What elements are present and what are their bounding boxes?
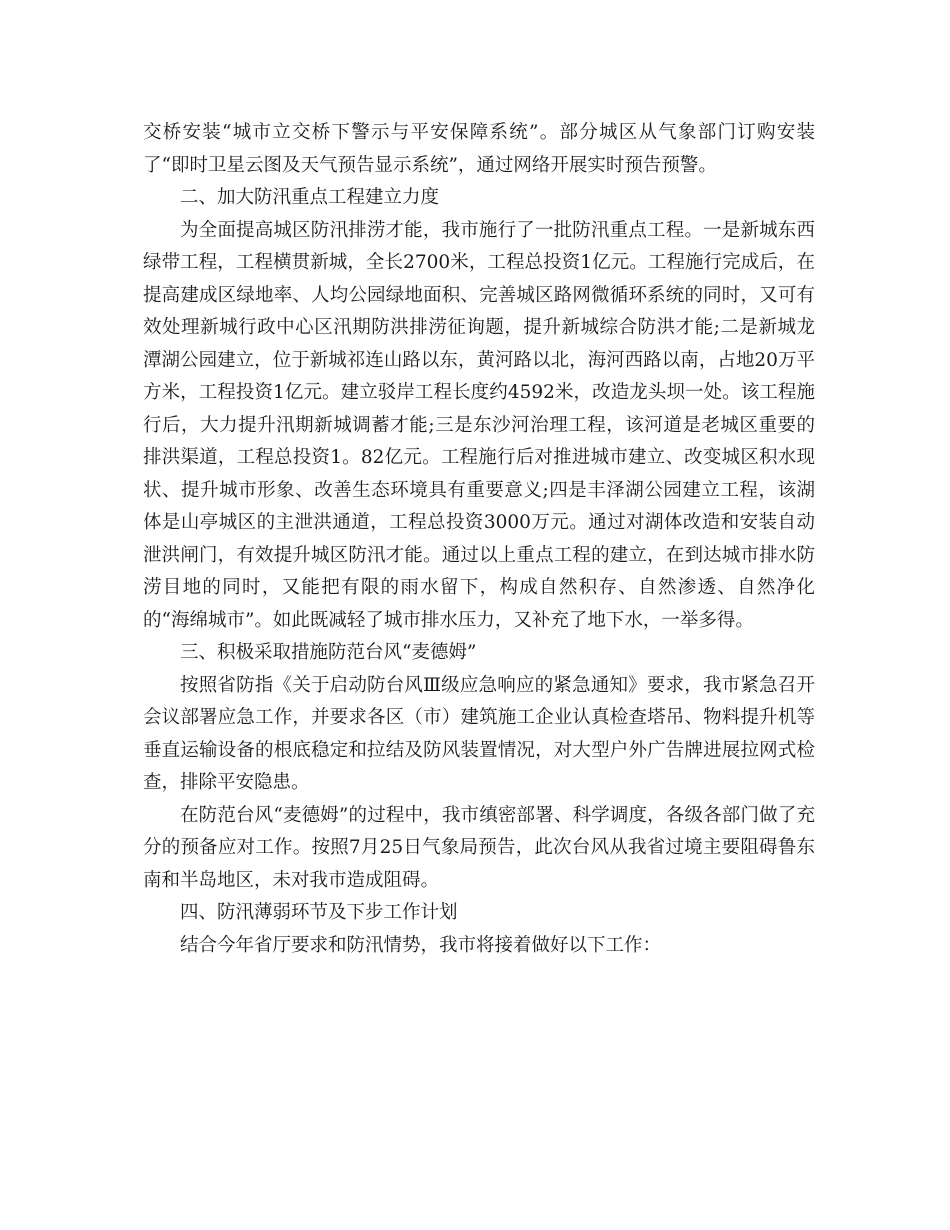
document-body	[143, 117, 815, 962]
section-heading-3: 三、积极采取措施防范台风“麦德姆”	[180, 642, 477, 663]
paragraph-typhoon-notice: 按照省防指《关于启动防台风Ⅲ级应急响应的紧急通知》要求，我市紧急召开会议部署应急工作，并要求各区（市）建筑施工企业认真检查塔吊、物料提升机等垂直运输设备的根底稳定和拉结及防风装置情况，对大型户外广告牌进展拉网式检查，排除平安隐患。	[143, 674, 815, 793]
paragraph-flood-projects: 为全面提高城区防汛排涝才能，我市施行了一批防汛重点工程。一是新城东西绿带工程，工程横贯新城，全长2700米，工程总投资1亿元。工程施行完成后，在提高建成区绿地率、人均公园绿地面积、完善城区路网微循环系统的同时，又可有效处理新城行政中心区汛期防洪排涝征询题，提升新城综合防洪才能;二是新城龙潭湖公园建立，位于新城祁连山路以东，黄河路以北，海河西路以南，占地20万平方米，工程投资1亿元。建立驳岸工程长度约4592米，改造龙头坝一处。该工程施行后，大力提升汛期新城调蓄才能;三是东沙河治理工程，该河道是老城区重要的排洪渠道，工程总投资1。82亿元。工程施行后对推进城市建立、改变城区积水现状、提升城市形象、改善生态环境具有重要意义;四是丰泽湖公园建立工程，该湖体是山亭城区的主泄洪通道，工程总投资3000万元。通过对湖体改造和安装自动泄洪闸门，有效提升城区防汛才能。通过以上重点工程的建立，在到达城市排水防涝目地的同时，又能把有限的雨水留下，构成自然积存、自然渗透、自然净化的“海绵城市”。如此既减轻了城市排水压力，又补充了地下水，一举多得。	[143, 219, 815, 631]
paragraph-continued: 交桥安装“城市立交桥下警示与平安保障系统”。部分城区从气象部门订购安装了“即时卫星云图及天气预告显示系统”，通过网络开展实时预告预警。	[143, 122, 815, 176]
paragraph-next-steps: 结合今年省厅要求和防汛情势，我市将接着做好以下工作：	[180, 934, 662, 956]
section-heading-2: 二、加大防汛重点工程建立力度	[180, 187, 440, 208]
section-heading-4: 四、防汛薄弱环节及下步工作计划	[180, 902, 458, 923]
paragraph-typhoon-response: 在防范台风“麦德姆”的过程中，我市缜密部署、科学调度，各级各部门做了充分的预备应对工作。按照7月25日气象局预告，此次台风从我省过境主要阻碍鲁东南和半岛地区，未对我市造成阻碍。	[143, 804, 815, 891]
